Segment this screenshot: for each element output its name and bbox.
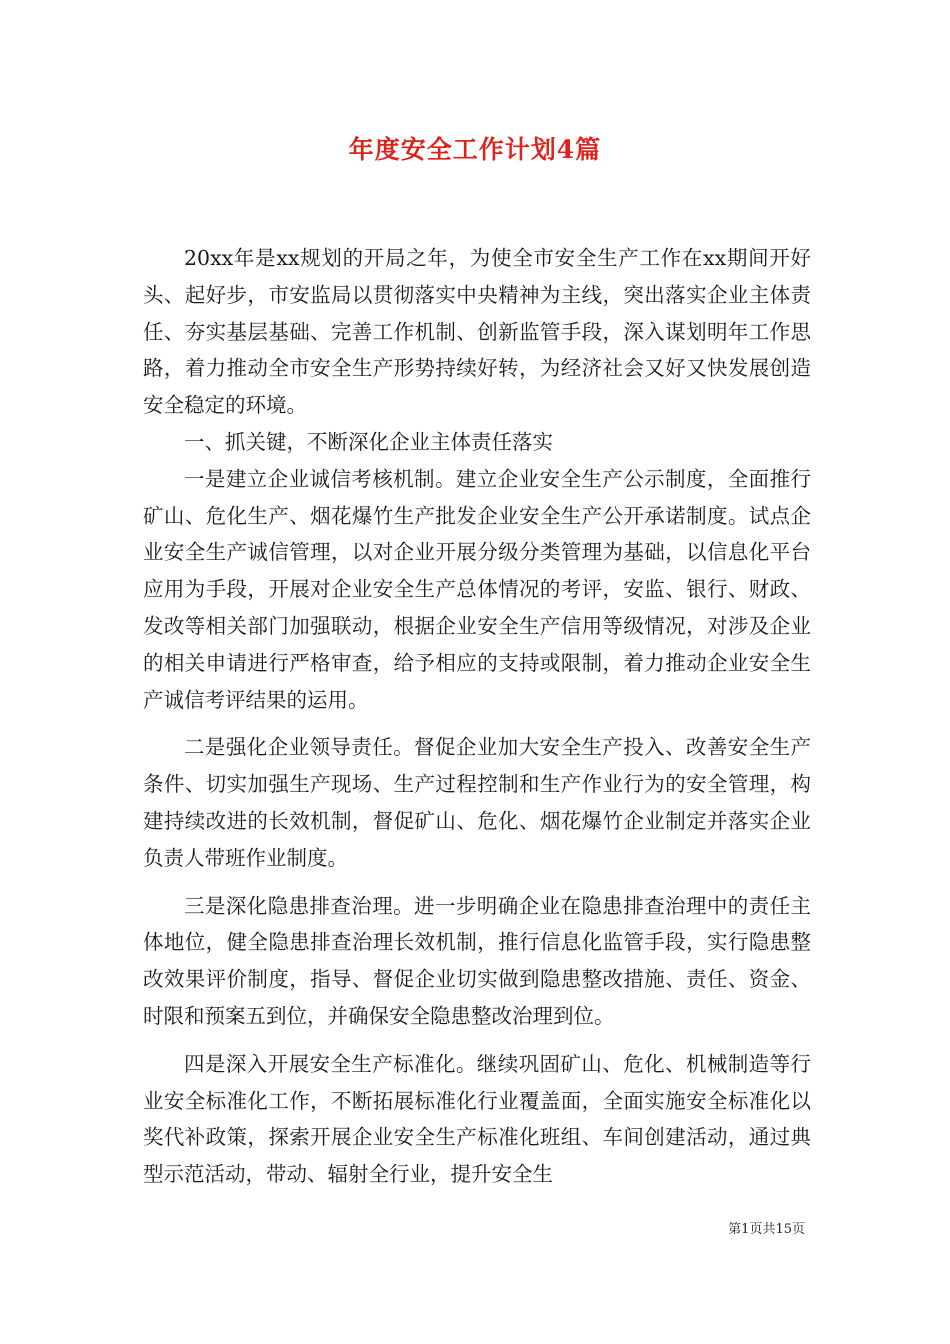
document-title: 年度安全工作计划4篇 xyxy=(348,135,602,164)
section-heading-1: 一、抓关键，不断深化企业主体责任落实 xyxy=(184,429,553,454)
document-body xyxy=(143,240,811,1193)
paragraph-1: 一是建立企业诚信考核机制。建立企业安全生产公示制度，全面推行矿山、危化生产、烟花爆竹生产批发企业安全生产公开承诺制度。试点企业安全生产诚信管理，以对企业开展分级分类管理为基础，以信息化平台应用为手段，开展对企业安全生产总体情况的考评，安监、银行、财政、发改等相关部门加强联动，根据企业安全生产信用等级情况，对涉及企业的相关申请进行严格审查，给予相应的支持或限制，着力推动企业安全生产诚信考评结果的运用。 xyxy=(143,466,811,712)
paragraph-3: 三是深化隐患排查治理。进一步明确企业在隐患排查治理中的责任主体地位，健全隐患排查治理长效机制，推行信息化监管手段，实行隐患整改效果评价制度，指导、督促企业切实做到隐患整改措施、责任、资金、时限和预案五到位，并确保安全隐患整改治理到位。 xyxy=(143,893,811,1028)
paragraph-4: 四是深入开展安全生产标准化。继续巩固矿山、危化、机械制造等行业安全标准化工作，不断拓展标准化行业覆盖面，全面实施安全标准化以奖代补政策，探索开展企业安全生产标准化班组、车间创建活动，通过典型示范活动，带动、辐射全行业，提升安全生 xyxy=(143,1051,811,1187)
intro-paragraph: 20xx年是xx规划的开局之年，为使全市安全生产工作在xx期间开好头、起好步，市安监局以贯彻落实中央精神为主线，突出落实企业主体责任、夯实基层基础、完善工作机制、创新监管手段，深入谋划明年工作思路，着力推动全市安全生产形势持续好转，为经济社会又好又快发展创造安全稳定的环境。 xyxy=(143,246,811,418)
paragraph-2: 二是强化企业领导责任。督促企业加大安全生产投入、改善安全生产条件、切实加强生产现场、生产过程控制和生产作业行为的安全管理，构建持续改进的长效机制，督促矿山、危化、烟花爆竹企业制定并落实企业负责人带班作业制度。 xyxy=(143,735,811,870)
page-number: 第1页共15页 xyxy=(728,1222,805,1237)
